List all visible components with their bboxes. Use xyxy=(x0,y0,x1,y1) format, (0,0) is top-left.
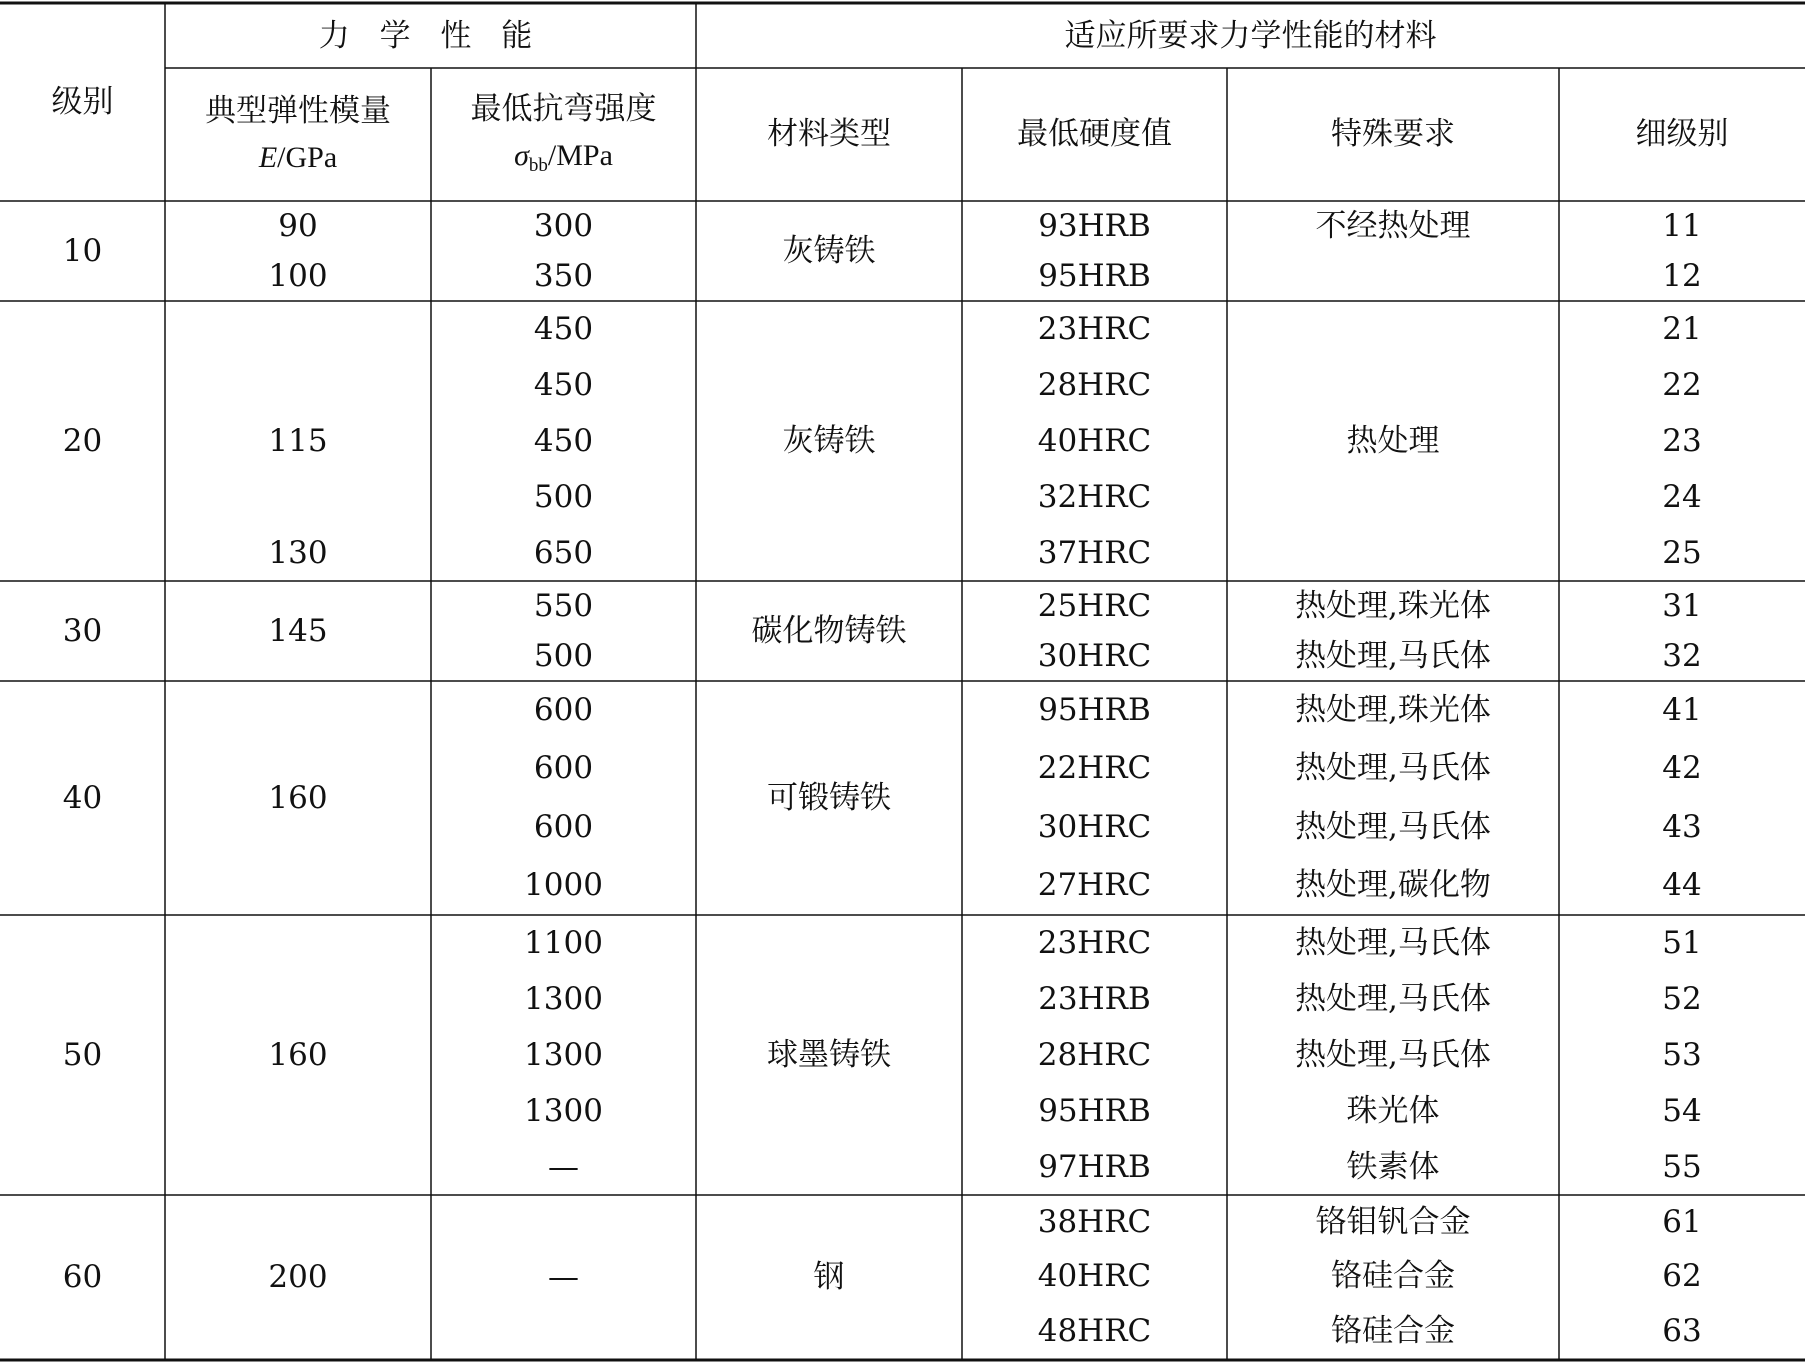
elastic-modulus-cell: 130 xyxy=(268,534,328,571)
flexural-strength-cell: 1100 xyxy=(524,924,603,961)
material-type-cell: 灰铸铁 xyxy=(782,422,876,459)
sub-grade-cell: 21 xyxy=(1662,310,1702,347)
min-hardness-cell: 40HRC xyxy=(1037,422,1152,459)
min-hardness-cell: 30HRC xyxy=(1037,808,1152,845)
min-hardness-cell: 97HRB xyxy=(1038,1148,1151,1185)
elastic-modulus-cell: 145 xyxy=(268,612,328,649)
min-hardness-cell: 40HRC xyxy=(1037,1258,1152,1295)
sub-grade-cell: 55 xyxy=(1662,1148,1702,1185)
special-requirement-cell: 热处理,珠光体 xyxy=(1295,691,1491,728)
header-grade: 级别 xyxy=(51,84,114,120)
sub-grade-cell: 25 xyxy=(1662,534,1702,571)
min-hardness-cell: 95HRB xyxy=(1038,691,1151,728)
grade-cell: 30 xyxy=(62,612,103,649)
special-requirement-cell: 热处理,珠光体 xyxy=(1295,587,1491,624)
flexural-strength-cell: 500 xyxy=(533,637,594,674)
min-hardness-cell: 25HRC xyxy=(1037,587,1152,624)
elastic-modulus-cell: 200 xyxy=(268,1258,328,1295)
min-hardness-cell: 28HRC xyxy=(1037,366,1152,403)
sub-grade-cell: 63 xyxy=(1662,1313,1702,1350)
flexural-strength-cell: 1300 xyxy=(524,1092,603,1129)
elastic-modulus-cell: 100 xyxy=(268,257,328,294)
header-elastic-modulus-unit: E/GPa xyxy=(258,141,338,174)
special-requirement-cell: 铬钼钒合金 xyxy=(1315,1203,1471,1240)
sub-grade-cell: 11 xyxy=(1662,207,1702,244)
min-hardness-cell: 23HRB xyxy=(1038,980,1151,1017)
min-hardness-cell: 38HRC xyxy=(1037,1203,1152,1240)
material-type-cell: 灰铸铁 xyxy=(782,232,876,269)
header-flexural-strength-label: 最低抗弯强度 xyxy=(470,91,657,127)
min-hardness-cell: 22HRC xyxy=(1037,750,1152,787)
min-hardness-cell: 93HRB xyxy=(1038,207,1151,244)
min-hardness-cell: 27HRC xyxy=(1037,867,1152,904)
min-hardness-cell: 95HRB xyxy=(1038,1092,1151,1129)
min-hardness-cell: 23HRC xyxy=(1037,310,1152,347)
sub-grade-cell: 31 xyxy=(1662,587,1702,624)
special-requirement-cell: 铁素体 xyxy=(1346,1148,1440,1185)
material-type-cell: 可锻铸铁 xyxy=(767,779,891,816)
sub-grade-cell: 52 xyxy=(1662,980,1702,1017)
min-hardness-cell: 23HRC xyxy=(1037,924,1152,961)
elastic-modulus-cell: 160 xyxy=(268,1036,328,1073)
sub-grade-cell: 41 xyxy=(1662,691,1702,728)
flexural-strength-cell: — xyxy=(548,1258,579,1295)
min-hardness-cell: 28HRC xyxy=(1037,1036,1152,1073)
flexural-strength-cell: 1300 xyxy=(524,980,603,1017)
special-requirement-cell: 热处理,马氏体 xyxy=(1295,808,1491,845)
sub-grade-cell: 44 xyxy=(1662,867,1702,904)
min-hardness-cell: 32HRC xyxy=(1037,478,1152,515)
grade-cell: 10 xyxy=(62,232,103,269)
sub-grade-cell: 51 xyxy=(1662,924,1702,961)
header-special-requirements: 特殊要求 xyxy=(1331,116,1455,152)
header-flexural-strength xyxy=(431,68,696,201)
sub-grade-cell: 62 xyxy=(1662,1258,1702,1295)
header-sub-grade: 细级别 xyxy=(1635,116,1729,152)
grade-cell: 20 xyxy=(62,422,103,459)
special-requirement-cell: 热处理,马氏体 xyxy=(1295,980,1491,1017)
sub-grade-cell: 42 xyxy=(1662,750,1702,787)
flexural-strength-cell: 1000 xyxy=(524,867,603,904)
special-requirement-cell: 热处理,马氏体 xyxy=(1295,750,1491,787)
special-requirement-cell: 不经热处理 xyxy=(1315,207,1471,244)
special-requirement-cell: 热处理 xyxy=(1346,422,1440,459)
sub-grade-cell: 43 xyxy=(1662,808,1702,845)
grade-cell: 60 xyxy=(62,1258,103,1295)
special-requirement-cell: 热处理,马氏体 xyxy=(1295,1036,1491,1073)
min-hardness-cell: 48HRC xyxy=(1037,1313,1152,1350)
sub-grade-cell: 23 xyxy=(1662,422,1702,459)
header-elastic-modulus-label: 典型弹性模量 xyxy=(205,93,391,129)
header-materials-group: 适应所要求力学性能的材料 xyxy=(1064,17,1437,54)
min-hardness-cell: 37HRC xyxy=(1037,534,1152,571)
grade-cell: 40 xyxy=(62,779,103,816)
special-requirement-cell: 热处理,马氏体 xyxy=(1295,924,1491,961)
min-hardness-cell: 95HRB xyxy=(1038,257,1151,294)
flexural-strength-cell: 300 xyxy=(533,207,594,244)
flexural-strength-cell: 600 xyxy=(533,750,594,787)
grade-cell: 50 xyxy=(62,1036,103,1073)
special-requirement-cell: 热处理,马氏体 xyxy=(1295,637,1491,674)
flexural-strength-cell: 450 xyxy=(533,422,594,459)
header-flexural-strength-unit: $\sigma_{bb}$/MPa xyxy=(514,139,613,176)
flexural-strength-cell: 600 xyxy=(533,691,594,728)
flexural-strength-cell: 450 xyxy=(533,310,594,347)
flexural-strength-cell: 500 xyxy=(533,478,594,515)
material-type-cell: 碳化物铸铁 xyxy=(751,612,907,649)
special-requirement-cell: 珠光体 xyxy=(1346,1092,1440,1129)
flexural-strength-cell: 600 xyxy=(533,808,594,845)
flexural-strength-cell: 650 xyxy=(533,534,594,571)
header-mechanical-properties: 力 学 性 能 xyxy=(318,17,543,54)
flexural-strength-cell: — xyxy=(548,1148,579,1185)
sub-grade-cell: 22 xyxy=(1662,366,1702,403)
special-requirement-cell: 铬硅合金 xyxy=(1331,1313,1455,1350)
sub-grade-cell: 54 xyxy=(1662,1092,1702,1129)
min-hardness-cell: 30HRC xyxy=(1037,637,1152,674)
header-min-hardness: 最低硬度值 xyxy=(1017,116,1172,152)
flexural-strength-cell: 450 xyxy=(533,366,594,403)
flexural-strength-cell: 550 xyxy=(533,587,594,624)
material-type-cell: 钢 xyxy=(813,1258,845,1295)
sub-grade-cell: 12 xyxy=(1662,257,1702,294)
special-requirement-cell: 铬硅合金 xyxy=(1331,1258,1455,1295)
header-elastic-modulus xyxy=(165,68,431,201)
sub-grade-cell: 61 xyxy=(1662,1203,1702,1240)
special-requirement-cell: 热处理,碳化物 xyxy=(1295,867,1491,904)
header-material-type: 材料类型 xyxy=(767,116,891,152)
flexural-strength-cell: 1300 xyxy=(524,1036,603,1073)
flexural-strength-cell: 350 xyxy=(533,257,594,294)
sub-grade-cell: 32 xyxy=(1662,637,1702,674)
sub-grade-cell: 24 xyxy=(1662,478,1702,515)
material-type-cell: 球墨铸铁 xyxy=(767,1036,891,1073)
elastic-modulus-cell: 115 xyxy=(268,422,328,459)
elastic-modulus-cell: 90 xyxy=(278,207,318,244)
sub-grade-cell: 53 xyxy=(1662,1036,1702,1073)
elastic-modulus-cell: 160 xyxy=(268,779,328,816)
